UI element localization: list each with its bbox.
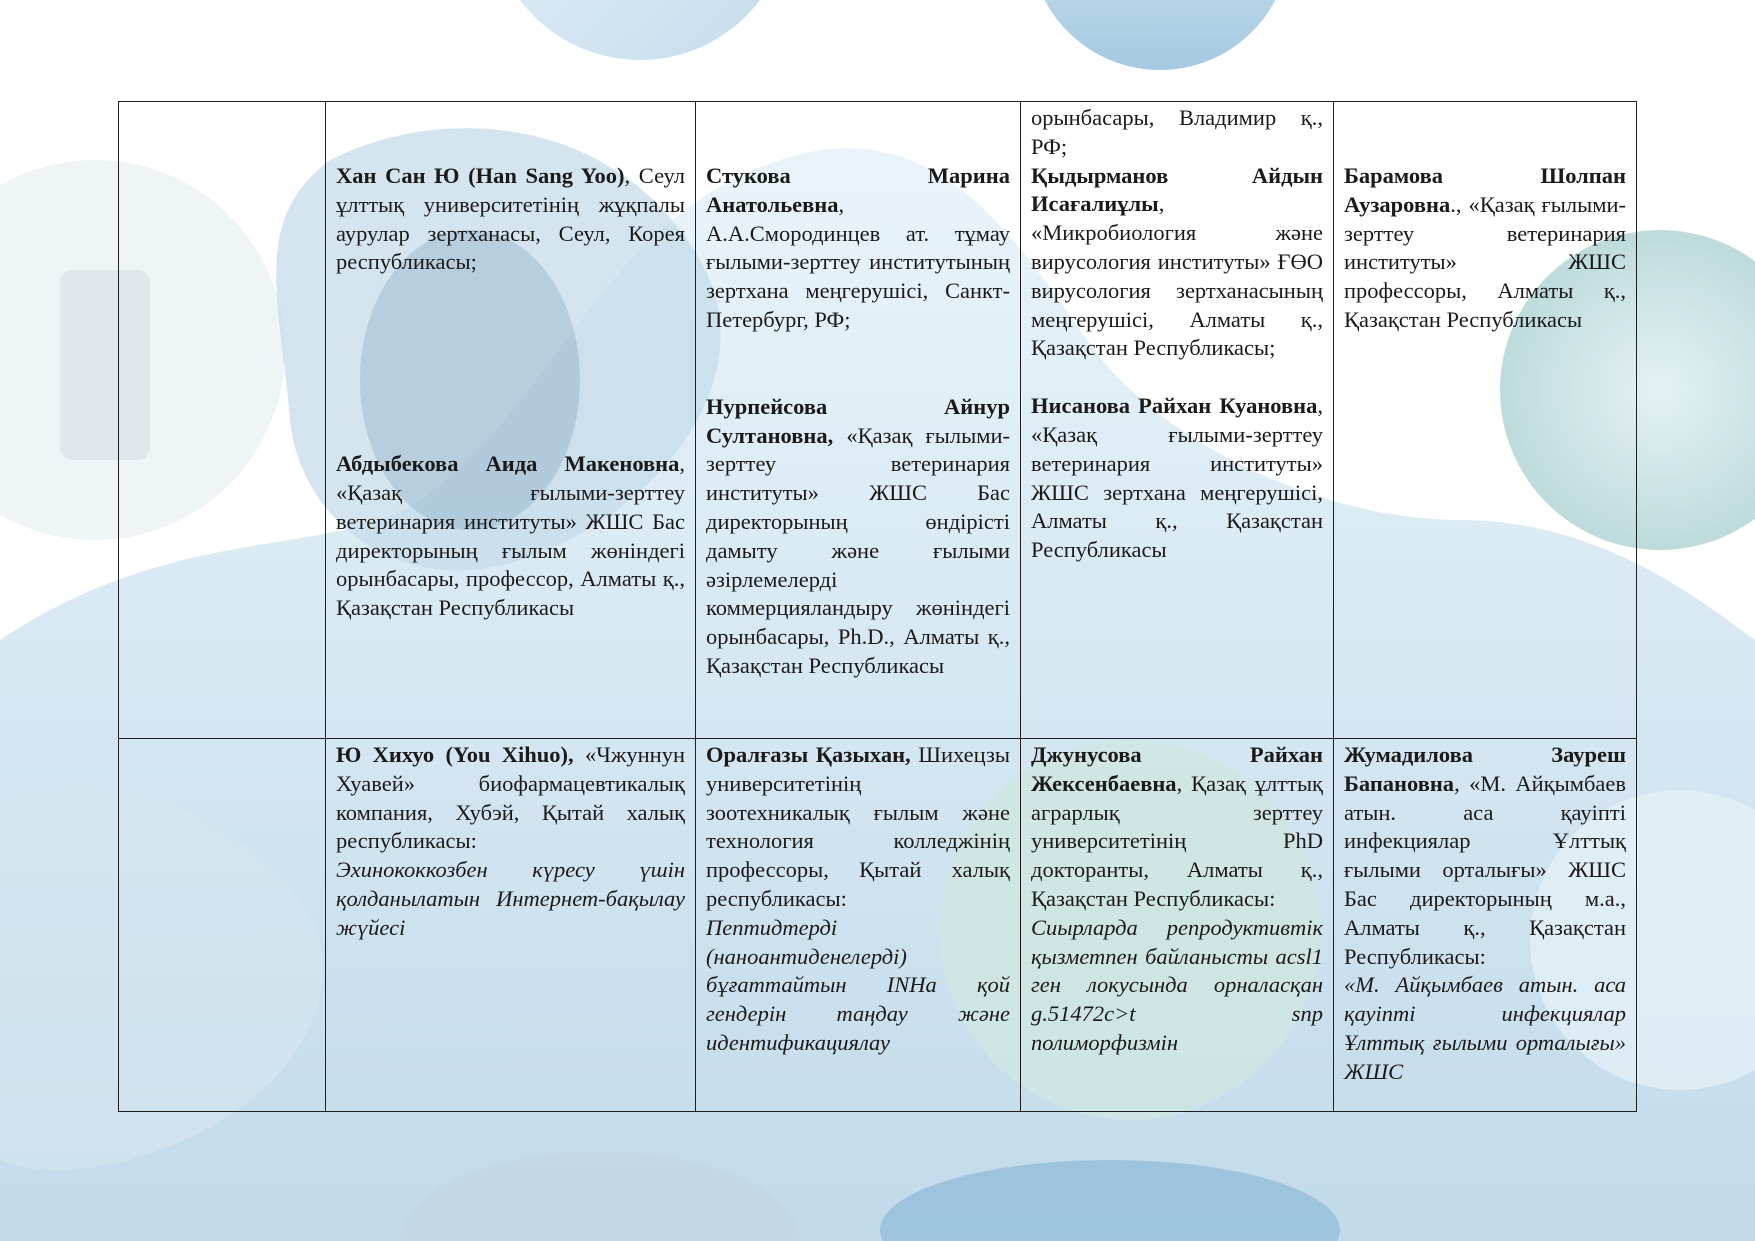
person-name: Джунусова Райхан Жексенбаевна — [1031, 742, 1323, 796]
table-row — [119, 739, 1637, 1112]
person-description: ., «Қазақ ғылыми-зерттеу ветеринария институты» ЖШС профессоры, Алматы қ., Қазақстан Республикасы — [1344, 191, 1626, 332]
list-item — [706, 162, 1010, 335]
table-cell-empty — [119, 739, 326, 1112]
person-name: Жумадилова Зауреш Бапановна — [1344, 742, 1626, 796]
report-topic: Эхинококкозбен күресу үшін қолданылатын Интернет-бақылау жүйесі — [336, 857, 685, 940]
list-item — [1344, 741, 1626, 1087]
person-description: , А.А.Смородинцев ат. тұмау ғылыми-зерттеу институтының зертхана меңгерушісі, Санкт-Петербург, РФ; — [706, 191, 1010, 332]
table-cell — [696, 739, 1021, 1112]
table-cell — [1334, 739, 1637, 1112]
table-cell — [326, 102, 696, 739]
person-name: Абдыбекова Аида Макеновна — [336, 451, 680, 477]
list-item — [1344, 162, 1626, 335]
person-description: , Сеул ұлттық университетінің жұқпалы аурулар зертханасы, Сеул, Корея республикасы; — [336, 163, 685, 275]
table-cell — [326, 739, 696, 1112]
report-topic: Сиырларда репродуктивтік қызметпен байланысты acsl1 ген локусында орналасқан g.51472c>t snp полиморфизмін — [1031, 914, 1323, 1055]
person-name: Барамова Шолпан Аузаровна — [1344, 163, 1626, 217]
table-cell-empty — [119, 102, 326, 739]
table-cell — [1021, 102, 1334, 739]
list-item — [336, 741, 685, 943]
person-description: «Қазақ ғылыми-зерттеу ветеринария институты» ЖШС Бас директорының өндірісті дамыту және ғылыми әзірлемелерді коммерцияландыру жөніндегі орынбасары, Ph.D., Алматы қ., Қазақстан Республикасы — [706, 422, 1010, 678]
table-cell — [696, 102, 1021, 739]
list-item — [336, 162, 685, 277]
person-description: «Чжуннун Хуавей» биофармацевтикалық компания, Хубэй, Қытай халық республикасы: — [336, 742, 685, 854]
report-topic: Пептидтерді (наноантиденелерді) бұғаттайтын INHa қой гендерін таңдау және идентификациялау — [706, 914, 1010, 1055]
list-item — [706, 741, 1010, 1058]
report-topic: «М. Айқымбаев атын. аса қауіпті инфекциялар Ұлттық ғылыми орталығы» ЖШС — [1344, 972, 1626, 1084]
table-cell — [1334, 102, 1637, 739]
person-name: Оралғазы Қазыхан, — [706, 742, 911, 767]
person-name: Нурпейсова Айнур Султановна, — [706, 393, 1010, 448]
person-name: Нисанова Райхан Куановна — [1031, 393, 1318, 419]
person-description: Шихецзы университетінің зоотехникалық ғылым және технология колледжінің профессоры, Қытай халық республикасы: — [706, 742, 1010, 911]
list-item — [1031, 392, 1323, 565]
person-name: Қыдырманов Айдын Исағалиұлы — [1031, 162, 1323, 217]
person-name: Хан Сан Ю (Han Sang Yoo) — [336, 163, 625, 188]
person-name: Стукова Марина Анатольевна — [706, 163, 1010, 217]
jury-table — [118, 101, 1637, 1112]
person-description: , «М. Айқымбаев атын. аса қауіпті инфекциялар Ұлттық ғылыми орталығы» ЖШС Бас директорының м.а., Алматы қ., Қазақстан Республикасы: — [1344, 770, 1626, 969]
list-item — [1031, 741, 1323, 1058]
list-item — [336, 450, 685, 623]
continued-text: орынбасары, Владимир қ., РФ; — [1031, 105, 1323, 159]
person-description: , «Қазақ ғылыми-зерттеу ветеринария институты» ЖШС Бас директорының ғылым жөніндегі орынбасары, профессор, Алматы қ., Қазақстан Республикасы — [336, 451, 685, 621]
list-item — [706, 393, 1010, 681]
table-cell — [1021, 739, 1334, 1112]
list-item — [1031, 162, 1323, 364]
table-row — [119, 102, 1637, 739]
person-description: , «Қазақ ғылыми-зерттеу ветеринария институты» ЖШС зертхана меңгерушісі, Алматы қ., Қазақстан Республикасы — [1031, 393, 1323, 563]
person-description: , Қазақ ұлттық аграрлық зерттеу университетінің PhD докторанты, Алматы қ., Қазақстан Республикасы: — [1031, 770, 1323, 911]
person-name: Ю Хихуо (You Xihuo), — [336, 742, 574, 767]
person-description: , «Микробиология және вирусология институты» ҒӨО вирусология зертханасының меңгерушісі, Алматы қ., Қазақстан Республикасы; — [1031, 191, 1323, 361]
